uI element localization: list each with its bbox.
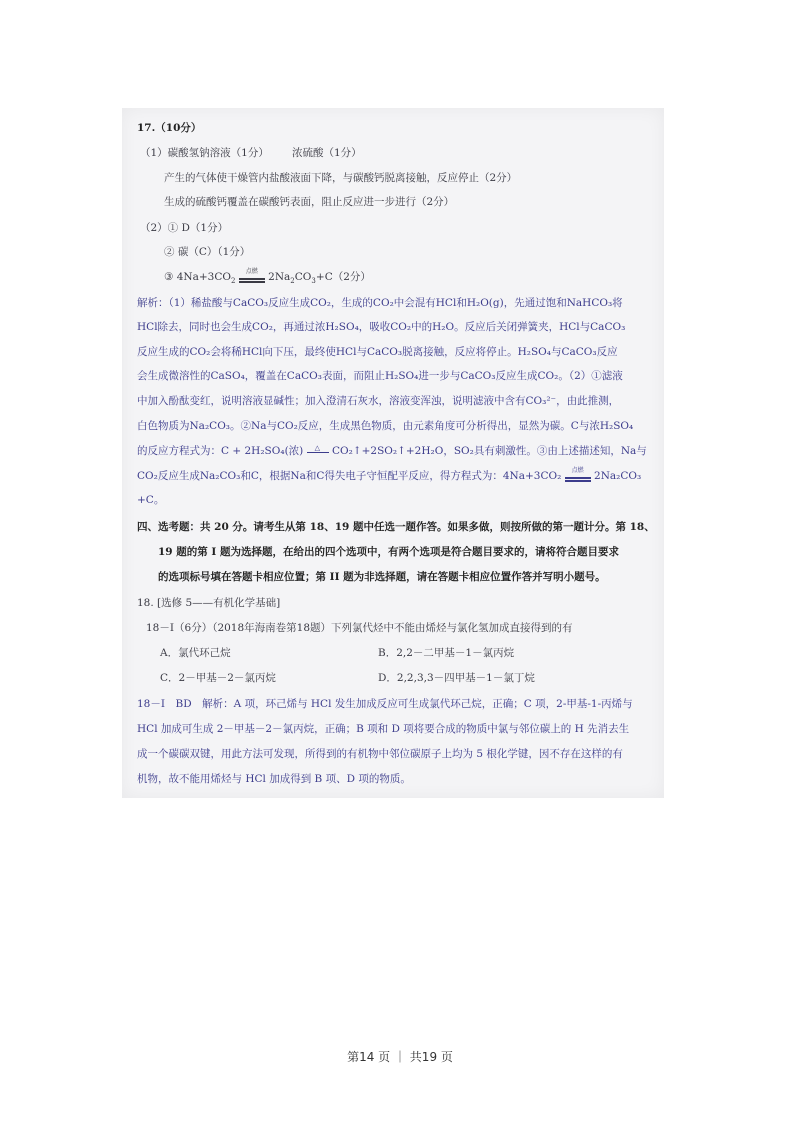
reaction-condition-2: 点燃: [571, 467, 584, 474]
analysis-line-8-b: 2Na₂CO₃: [594, 470, 642, 482]
reaction-arrow-2: [565, 469, 591, 483]
heat-symbol: △: [314, 444, 320, 452]
heat-arrow: [307, 444, 329, 458]
q17-part2-answer-1: （2）① D（1分）: [140, 222, 229, 234]
q18-heading: 18. [选修 5——有机化学基础]: [137, 597, 281, 609]
reaction-condition: 点燃: [245, 268, 258, 275]
analysis-line-8: [137, 469, 641, 483]
equation-right: 2Na: [268, 271, 291, 283]
q17-part2-answer-2: ② 碳（C）（1分）: [164, 246, 251, 258]
equation-left: ③ 4Na+3CO: [164, 271, 231, 283]
analysis-line-7-b: CO₂↑+2SO₂↑+2H₂O，SO₂具有刺激性。③由上述描述知，Na与: [331, 445, 647, 457]
section4-line-3: 的选项标号填在答题卡相应位置；第 II 题为非选择题，请在答题卡相应位置作答并写明小题号。: [158, 571, 606, 583]
q18-stem: 18－I（6分）（2018年海南卷第18题）下列氯代烃中不能由烯烃与氯化氢加成直接得到的有: [146, 622, 573, 634]
analysis-line-4: 会生成微溶性的CaSO₄，覆盖在CaCO₃表面，而阻止H₂SO₄进一步与CaCO₃反应生成CO₂。（2）①滤液: [137, 370, 623, 382]
q18-option-d: D．2,2,3,3－四甲基－1－氯丁烷: [378, 672, 535, 684]
section4-line-2: 19 题的第 I 题为选择题，在给出的四个选项中，有两个选项是符合题目要求的，请将符合题目要求: [158, 546, 619, 558]
analysis-line-6: 白色物质为Na₂CO₃。②Na与CO₂反应，生成黑色物质，由元素角度可分析得出，显然为碳。C与浓H₂SO₄: [137, 420, 634, 432]
q18-option-a: A．氯代环己烷: [160, 647, 231, 659]
section4-line-1: 四、选考题：共 20 分。请考生从第 18、19 题中任选一题作答。如果多做，则按所做的第一题计分。第 18、: [137, 521, 655, 533]
analysis-line-1: 解析：（1）稀盐酸与CaCO₃反应生成CO₂，生成的CO₂中会混有HCl和H₂O(g)，先通过饱和NaHCO₃将: [137, 297, 623, 309]
q17-part1-answer-a: （1）碳酸氢钠溶液（1分）: [140, 147, 269, 159]
page-footer: 第14 页 ｜ 共19 页: [347, 1050, 453, 1064]
q18-answer-line-4: 机物，故不能用烯烃与 HCl 加成得到 B 项、D 项的物质。: [137, 773, 411, 785]
analysis-line-7-a: 的反应方程式为：C + 2H₂SO₄(浓): [137, 445, 304, 457]
analysis-line-3: 反应生成的CO₂会将稀HCl向下压，最终使HCl与CaCO₃脱离接触，反应将停止。H₂SO₄与CaCO₃反应: [137, 346, 618, 358]
q17-part1-answer-b: 浓硫酸（1分）: [292, 147, 362, 159]
q17-part1-explain-2: 生成的硫酸钙覆盖在碳酸钙表面，阻止反应进一步进行（2分）: [164, 196, 455, 208]
q17-part1-explain-1: 产生的气体使干燥管内盐酸液面下降，与碳酸钙脱离接触，反应停止（2分）: [164, 172, 518, 184]
analysis-line-7: [137, 444, 647, 458]
analysis-line-2: HCl除去，同时也会生成CO₂，再通过浓H₂SO₄，吸收CO₂中的H₂O。反应后关闭弹簧夹，HCl与CaCO₃: [137, 321, 626, 333]
q18-option-c: C．2－甲基－2－氯丙烷: [160, 672, 276, 684]
equation-tail: +C（2分）: [315, 271, 371, 283]
q18-answer-line-3: 成一个碳碳双键，用此方法可发现，所得到的有机物中邻位碳原子上均为 5 根化学键，因不存在这样的有: [137, 748, 623, 760]
q18-answer-line-2: HCl 加成可生成 2－甲基－2－氯丙烷，正确；B 项和 D 项将要合成的物质中氯与邻位碳上的 H 先消去生: [137, 723, 630, 735]
q17-part2-answer-3: ③ $4Na+3CO_2$ 点燃 $2Na_2CO_3+C(2$分）: [164, 268, 371, 286]
reaction-arrow: [239, 270, 265, 284]
q18-option-b: B．2,2－二甲基－1－氯丙烷: [378, 647, 515, 659]
analysis-line-9: +C。: [137, 494, 165, 506]
analysis-line-5: 中加入酚酞变红，说明溶液显碱性；加入澄清石灰水，溶液变浑浊，说明滤液中含有CO₃²⁻，由此推测，: [137, 395, 620, 407]
q18-answer-line-1: 18－I BD 解析：A 项，环己烯与 HCl 发生加成反应可生成氯代环己烷，正确；C 项，2-甲基-1-丙烯与: [137, 698, 633, 710]
analysis-line-8-a: CO₂反应生成Na₂CO₃和C，根据Na和C得失电子守恒配平反应，得方程式为：4Na+3CO₂: [137, 470, 562, 482]
q17-title: 17.（10分）: [137, 122, 202, 134]
